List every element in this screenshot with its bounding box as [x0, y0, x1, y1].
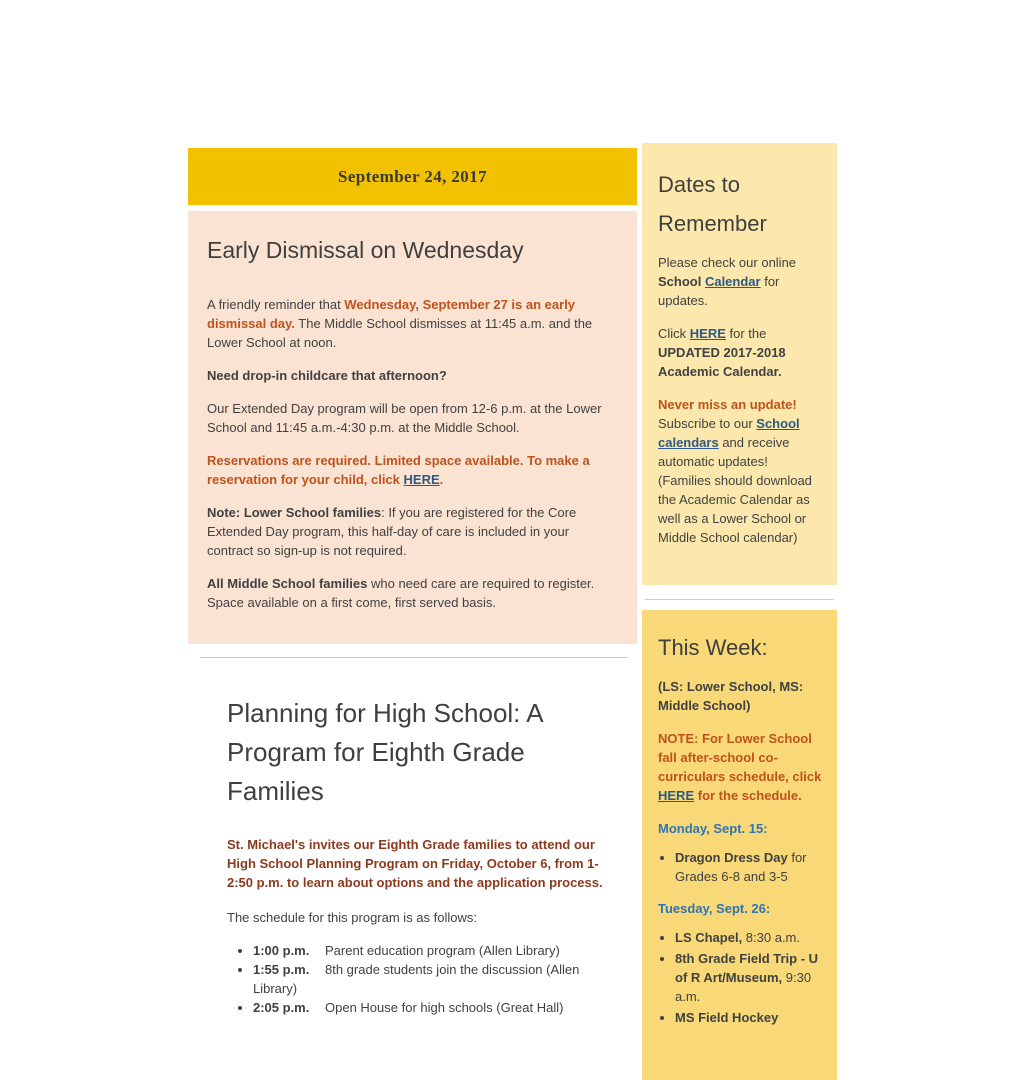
event-item: [675, 949, 822, 1006]
planning-lead: St. Michael's invites our Eighth Grade families to attend our High School Planning Program on Friday, October 6, from 1-2:50 p.m. to learn about options and the application process.: [227, 836, 603, 890]
text-segment: Please check our online: [658, 255, 797, 270]
day-heading-monday: Monday, Sept. 15:: [658, 821, 768, 836]
academic-calendar-here-link[interactable]: HERE: [689, 326, 726, 341]
text-segment: A friendly reminder that: [207, 296, 345, 312]
tuesday-events-list: [658, 928, 822, 1027]
schedule-desc: Parent education program (Allen Library): [325, 942, 560, 958]
event-title: 8th Grade Field Trip - U of R Art/Museum,: [675, 951, 819, 985]
schedule-list: [227, 941, 607, 1017]
lower-school-note-label: Note: Lower School families: [207, 504, 382, 520]
text-segment: .: [439, 471, 444, 487]
schedule-item: [253, 998, 607, 1017]
reservation-here-link[interactable]: HERE: [403, 471, 440, 487]
school-calendar-link[interactable]: Calendar: [704, 274, 761, 289]
early-dismissal-title: Early Dismissal on Wednesday: [207, 237, 524, 263]
schedule-time: 2:05 p.m.: [253, 999, 310, 1015]
schedule-desc: Open House for high schools (Great Hall): [325, 999, 564, 1015]
newsletter-date: September 24, 2017: [337, 166, 487, 186]
date-banner: [188, 148, 637, 205]
calendar-paragraph: [658, 253, 822, 310]
text-segment: Subscribe to our: [658, 416, 757, 431]
dates-to-remember-section: [642, 143, 837, 585]
event-item: [675, 848, 822, 886]
text-segment: The Middle School dismisses at 11:45 a.m. and the Lower School at noon.: [207, 315, 593, 350]
text-segment: for the schedule.: [694, 788, 802, 803]
event-detail: 8:30 a.m.: [742, 930, 800, 945]
event-detail: for Grades 6-8 and 3-5: [675, 850, 807, 884]
early-dismissal-section: [188, 211, 637, 644]
text-segment: who need care are required to register. Space available on a first come, first served basis.: [207, 575, 595, 610]
dates-to-remember-title: Dates to Remember: [658, 172, 767, 236]
extended-day-paragraph: Our Extended Day program will be open from 12-6 p.m. at the Lower School and 11:45 a.m.-4:30 p.m. at the Middle School.: [207, 400, 602, 435]
this-week-title: This Week:: [658, 635, 768, 660]
sidebar-divider: [645, 599, 834, 600]
event-detail: 9:30 a.m.: [675, 970, 812, 1004]
subscribe-paragraph: [658, 395, 822, 547]
text-segment: School: [658, 274, 705, 289]
lower-school-note: [207, 503, 618, 560]
planning-section: [188, 658, 637, 1017]
schedule-time: 1:00 p.m.: [253, 942, 310, 958]
schedule-time: 1:55 p.m.: [253, 961, 310, 977]
academic-calendar-paragraph: [658, 324, 822, 381]
main-column: [188, 148, 637, 1017]
event-item: [675, 928, 822, 947]
schedule-item: [253, 941, 607, 960]
early-dismissal-paragraph: [207, 295, 618, 352]
academic-calendar-label: UPDATED 2017-2018 Academic Calendar.: [658, 345, 786, 379]
day-heading-tuesday: Tuesday, Sept. 26:: [658, 901, 771, 916]
middle-school-note-label: All Middle School families: [207, 575, 368, 591]
cocurriculars-note: [658, 729, 822, 805]
text-segment: Reservations are required. Limited space available. To make a reservation for your child, click: [207, 452, 590, 487]
event-item: [675, 1008, 822, 1027]
reservations-paragraph: [207, 451, 618, 489]
event-title: MS Field Hockey: [675, 1010, 779, 1025]
schedule-desc: 8th grade students join the discussion (Allen Library): [253, 961, 580, 996]
school-calendars-link[interactable]: School calendars: [658, 416, 800, 450]
school-legend: (LS: Lower School, MS: Middle School): [658, 679, 804, 713]
event-title: LS Chapel,: [675, 930, 743, 945]
cocurriculars-here-link[interactable]: HERE: [658, 788, 695, 803]
never-miss-update-label: Never miss an update!: [658, 397, 797, 412]
monday-events-list: [658, 848, 822, 886]
this-week-section: [642, 610, 837, 1080]
early-dismissal-highlight: Wednesday, September 27 is an early dismissal day.: [207, 296, 576, 331]
event-title: Dragon Dress Day: [675, 850, 788, 865]
text-segment: for updates.: [658, 274, 780, 308]
text-segment: and receive automatic updates! (Families should download the Academic Calendar as well as a Lower School or Middle School calendar): [658, 435, 812, 545]
text-segment: : If you are registered for the Core Extended Day program, this half-day of care is included in your contract so sign-up is not required.: [207, 504, 577, 558]
planning-title: Planning for High School: A Program for Eighth Grade Families: [227, 697, 543, 806]
text-segment: Click: [658, 326, 690, 341]
sidebar: [642, 143, 837, 1080]
middle-school-note: [207, 574, 618, 612]
childcare-question: Need drop-in childcare that afternoon?: [207, 367, 447, 383]
planning-intro: The schedule for this program is as follows:: [227, 909, 477, 925]
text-segment: NOTE: For Lower School fall after-school co-curriculars schedule, click: [658, 731, 822, 784]
schedule-item: [253, 960, 607, 998]
text-segment: for the: [725, 326, 767, 341]
